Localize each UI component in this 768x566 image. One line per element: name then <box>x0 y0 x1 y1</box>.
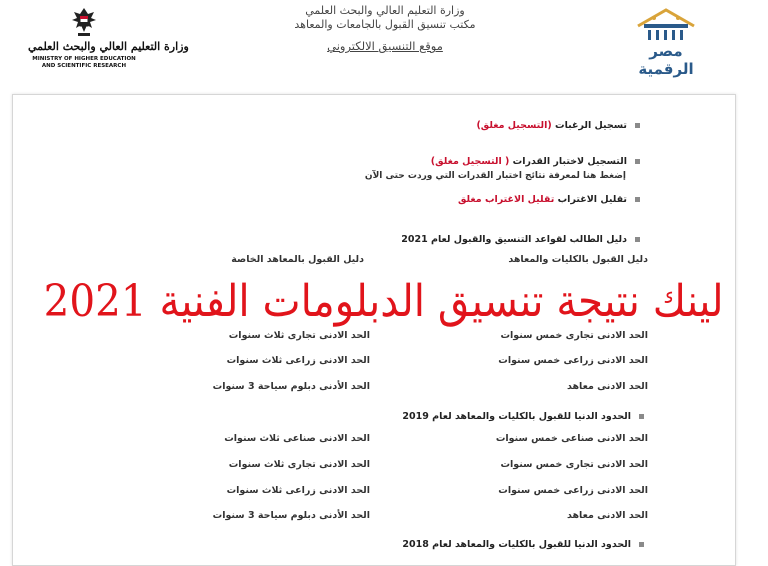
site-header <box>0 0 768 78</box>
reduce-distance-label: تقليل الاغتراب <box>557 194 627 205</box>
reduce-distance-status: تقليل الاغتراب مغلق <box>457 194 555 205</box>
2019-min-tourism-3-link[interactable]: الحد الأدنى دبلوم سياحة 3 سنوات <box>212 510 370 521</box>
min-agri-5-link[interactable]: الحد الادنى زراعى خمس سنوات <box>498 355 648 366</box>
ministry-logo[interactable] <box>28 4 189 74</box>
office-name: مكتب تنسيق القبول بالجامعات والمعاهد <box>294 18 476 31</box>
wishes-label: تسجيل الرغبات <box>555 120 627 131</box>
wishes-status: (التسجيل مغلق) <box>476 120 552 131</box>
2019-min-industrial-3-link[interactable]: الحد الادنى صناعى ثلاث سنوات <box>224 433 370 444</box>
min-commercial-3-link[interactable]: الحد الادنى تجارى ثلاث سنوات <box>228 330 370 341</box>
section-2018-heading <box>402 539 644 550</box>
site-title[interactable]: موقع التنسيق الالكتروني <box>327 39 443 53</box>
student-guide-heading <box>401 234 640 245</box>
min-tourism-3-link[interactable]: الحد الأدنى دبلوم سياحة 3 سنوات <box>212 381 370 392</box>
ministry-logo-english: MINISTRY OF HIGHER EDUCATION AND SCIENTIFIC RESEARCH <box>32 56 136 69</box>
guide-colleges-link[interactable]: دليل القبول بالكليات والمعاهد <box>508 254 648 265</box>
ministry-logo-script: وزارة التعليم العالي والبحث العلمي <box>28 40 189 53</box>
ministry-name: وزارة التعليم العالي والبحث العلمي <box>305 4 465 17</box>
aptitude-label: التسجيل لاختبار القدرات <box>512 156 627 167</box>
reduce-distance-item[interactable] <box>458 194 640 205</box>
digital-egypt-emblem-icon <box>624 4 708 44</box>
section-2018-title: الحدود الدنيا للقبول بالكليات والمعاهد لعام 2018 <box>402 539 631 550</box>
eagle-emblem-icon <box>70 6 98 38</box>
bullet-icon <box>635 159 640 164</box>
2019-min-commercial-3-link[interactable]: الحد الادنى تجارى ثلاث سنوات <box>228 459 370 470</box>
2019-min-commercial-5-link[interactable]: الحد الادنى تجارى خمس سنوات <box>500 459 648 470</box>
digital-egypt-brand: مصر الرقمية <box>638 42 694 78</box>
2019-min-agri-3-link[interactable]: الحد الادنى زراعى ثلاث سنوات <box>226 485 370 496</box>
header-title-block <box>250 4 520 54</box>
bullet-icon <box>639 542 644 547</box>
guide-private-institutes-link[interactable]: دليل القبول بالمعاهد الخاصة <box>231 254 364 265</box>
bullet-icon <box>635 237 640 242</box>
min-agri-3-link[interactable]: الحد الادنى زراعى ثلاث سنوات <box>226 355 370 366</box>
2019-min-institutes-link[interactable]: الحد الادنى معاهد <box>566 510 648 521</box>
section-2019-title: الحدود الدنيا للقبول بالكليات والمعاهد لعام 2019 <box>402 411 631 422</box>
aptitude-results-link[interactable]: إضغط هنا لمعرفة نتائج اختبار القدرات التي وردت حتى الآن <box>364 171 626 181</box>
bullet-icon <box>635 123 640 128</box>
min-commercial-5-link[interactable]: الحد الادنى تجارى خمس سنوات <box>500 330 648 341</box>
overlay-headline-text: لينك نتيجة تنسيق الدبلومات الفنية 2021 <box>43 276 725 327</box>
student-guide-title: دليل الطالب لقواعد التنسيق والقبول لعام 2021 <box>401 234 627 245</box>
aptitude-registration-item[interactable] <box>431 156 640 167</box>
overlay-headline <box>0 276 768 328</box>
wishes-registration-item[interactable] <box>476 120 640 131</box>
bullet-icon <box>639 414 644 419</box>
digital-egypt-logo[interactable] <box>624 4 708 78</box>
aptitude-status: ( التسجيل مغلق) <box>430 156 510 167</box>
min-institutes-link[interactable]: الحد الادنى معاهد <box>566 381 648 392</box>
2019-min-agri-5-link[interactable]: الحد الادنى زراعى خمس سنوات <box>498 485 648 496</box>
2019-min-industrial-5-link[interactable]: الحد الادنى صناعى خمس سنوات <box>495 433 648 444</box>
section-2019-heading <box>402 411 644 422</box>
bullet-icon <box>635 197 640 202</box>
